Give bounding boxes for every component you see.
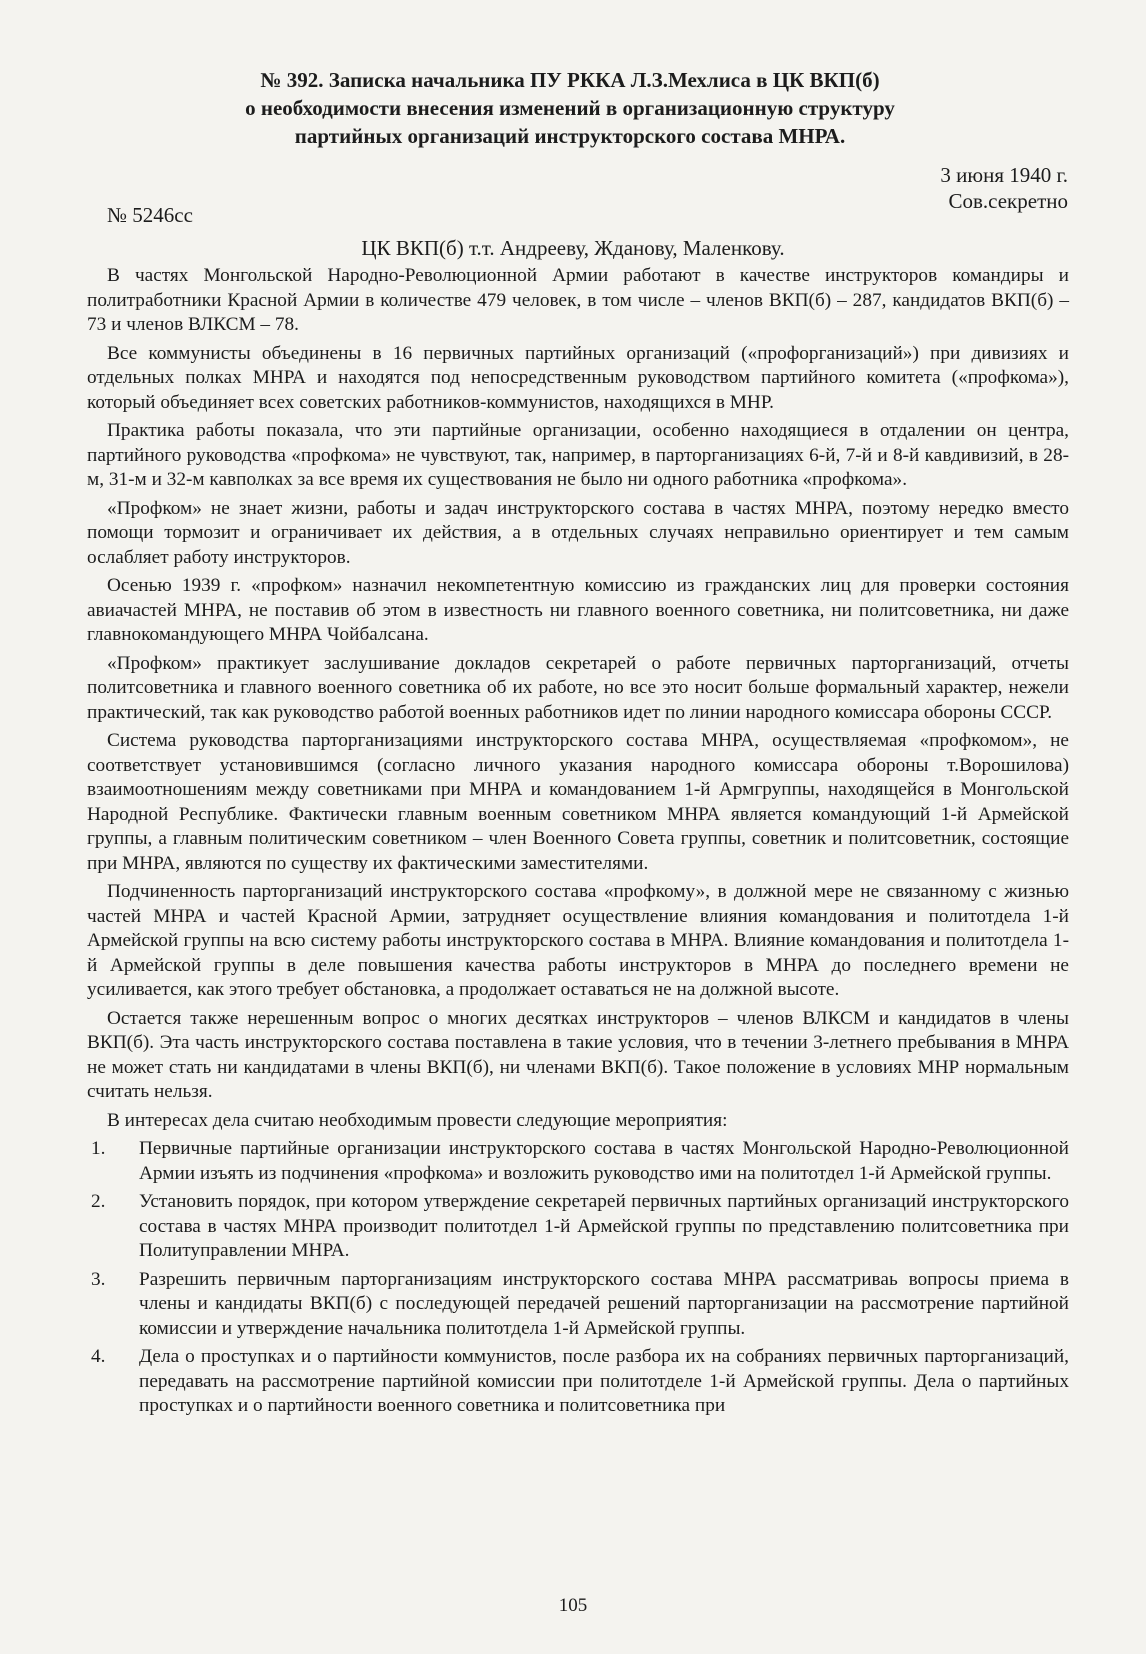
classification-label: Сов.секретно <box>948 189 1068 213</box>
list-item-number: 2. <box>91 1191 106 1212</box>
paragraph: Осенью 1939 г. «профком» назначил некомпетентную комиссию из гражданских лиц для проверки состояния авиачастей МНРА, не поставив об этом в известность ни главного военного советника, ни политсоветника, ни даже главнокомандующего МНРА Чойбалсана. <box>87 575 1069 645</box>
document-date: 3 июня 1940 г. <box>940 163 1068 187</box>
list-item-text: Установить порядок, при котором утверждение секретарей первичных партийных организаций инструкторского состава в частях МНРА производит политотдел 1-й Армейской группы по представлению политсоветника при Политуправлении МНРА. <box>139 1191 1069 1261</box>
list-item <box>87 1268 1069 1342</box>
addressee-line: ЦК ВКП(б) т.т. Андрееву, Жданову, Маленкову. <box>361 236 785 260</box>
list-item-text: Дела о проступках и о партийности коммунистов, после разбора их на собраниях первичных парторганизаций, передавать на рассмотрение партийной комиссии при политотделе 1-й Армейской группы. Дела о партийных проступках и о партийности военного советника и политсоветника при <box>139 1346 1069 1416</box>
title-line-3: партийных организаций инструкторского состава МНРА. <box>294 124 846 148</box>
paragraph: Подчиненность парторганизаций инструкторского состава «профкому», в должной мере не связанному с жизнью частей МНРА и частей Красной Армии, затрудняет осуществление влияния командования и политотдела 1-й Армейской группы на всю систему работы инструкторского состава в МНРА. Влияние командования и политотдела 1-й Армейской группы в деле повышения качества работы инструкторов в МНРА до последнего времени не усиливается, как этого требует обстановка, а продолжает оставаться не на должной высоте. <box>87 881 1069 1000</box>
document-number: № 5246сс <box>107 203 193 227</box>
title-line-2: о необходимости внесения изменений в организационную структуру <box>245 96 895 120</box>
paragraph: В частях Монгольской Народно-Революционной Армии работают в качестве инструкторов командиры и политработники Красной Армии в количестве 479 человек, в том числе – членов ВКП(б) – 287, кандидатов ВКП(б) – 73 и членов ВЛКСМ – 78. <box>87 265 1069 335</box>
measures-list <box>87 1137 1069 1419</box>
list-item-number: 3. <box>91 1268 106 1290</box>
paragraph: «Профком» не знает жизни, работы и задач инструкторского состава в частях МНРА, поэтому нередко вместо помощи тормозит и ограничивает их действия, а в отдельных случаях неправильно ориентирует и тем самым ослабляет работу инструкторов. <box>87 497 1069 568</box>
list-item-text: Разрешить первичным парторганизациям инструкторского состава МНРА рассматриваь вопросы приема в члены и кандидаты ВКП(б) с последующей передачей решений парторганизации на рассмотрение партийной комиссии и утверждение начальника политотдела 1-й Армейской группы. <box>139 1268 1069 1339</box>
paragraph: Система руководства парторганизациями инструкторского состава МНРА, осуществляемая «профкомом», не соответствует установившимся (согласно личного указания народного комиссара обороны т.Ворошилова) взаимоотношениям между советниками при МНРА и командованием 1-й Армгруппы, находящейся в Монгольской Народной Республике. Фактически главным военным советником МНРА является командующий 1-й Армейской группы, а главным политическим советником – член Военного Совета группы, советник и политсоветник, состоящие при МНРА, являются по существу их фактическими заместителями. <box>87 730 1069 874</box>
list-item <box>87 1190 1069 1264</box>
paragraph: В интересах дела считаю необходимым провести следующие мероприятия: <box>107 1109 728 1131</box>
list-item-number: 4. <box>91 1346 106 1367</box>
paragraph: Остается также нерешенным вопрос о многих десятках инструкторов – членов ВЛКСМ и кандидатов в члены ВКП(б). Эта часть инструкторского состава поставлена в такие условия, что в течении 3-летнего пребывания в МНРА не может стать ни кандидатами в члены ВКП(б), ни членами ВКП(б). Такое положение в условиях МНР нормальным считать нельзя. <box>87 1007 1069 1102</box>
paragraph: Практика работы показала, что эти партийные организации, особенно находящиеся в отдалении он центра, партийного руководства «профкома» не чувствуют, так, например, в парторганизациях 6-й, 7-й и 8-й кавдивизий, в 28-м, 31-м и 32-м кавполках за все время их существования не было ни одного работника «профкома». <box>87 420 1069 490</box>
document-body <box>87 264 1069 1423</box>
list-item-text: Первичные партийные организации инструкторского состава в частях Монгольской Народно-Революционной Армии изъять из подчинения «профкома» и возложить руководство ими на политотдел 1-й Армейской группы. <box>139 1138 1069 1184</box>
list-item-number: 1. <box>91 1138 106 1159</box>
list-item <box>87 1137 1069 1186</box>
document-title <box>200 66 940 150</box>
page-number: 105 <box>558 1595 588 1616</box>
paragraph: Все коммунисты объединены в 16 первичных партийных организаций («профорганизаций») при дивизиях и отдельных полках МНРА и находятся под непосредственным руководством партийного комитета («профкома»), который объединяет всех советских работников-коммунистов, находящихся в МНР. <box>87 342 1069 413</box>
paragraph: «Профком» практикует заслушивание докладов секретарей о работе первичных парторганизаций, отчеты политсоветника и главного военного советника об их работе, но все это носит больше формальный характер, нежели практический, так как руководство работой военных работников идет по линии народного комиссара обороны СССР. <box>87 652 1069 723</box>
list-item <box>87 1345 1069 1419</box>
title-line-1: № 392. Записка начальника ПУ РККА Л.З.Мехлиса в ЦК ВКП(б) <box>260 68 880 92</box>
